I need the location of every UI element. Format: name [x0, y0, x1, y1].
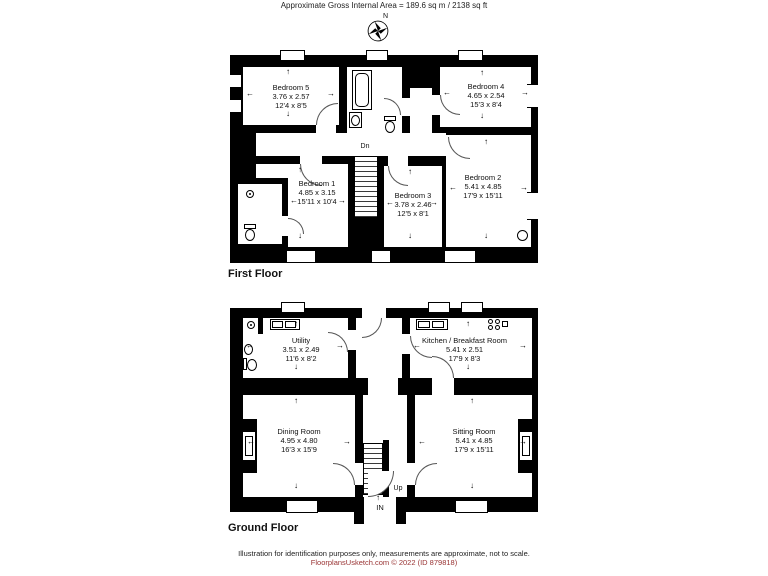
dimension-arrow-up-icon: ↑: [294, 319, 298, 328]
dimension-arrow-left-icon: ←: [418, 437, 426, 446]
window-bay: [458, 50, 483, 61]
dimension-arrow-up-icon: ↑: [294, 396, 298, 405]
room-label-dining: [254, 427, 344, 454]
dimension-arrow-down-icon: ↓: [298, 231, 302, 240]
window-bay: [461, 302, 483, 313]
footer: [0, 549, 768, 567]
gross-area-text: Approximate Gross Internal Area = 189.6 sq m / 2138 sq ft: [280, 1, 488, 10]
hall-connector: [368, 378, 398, 395]
room-dims-metric: 5.41 x 4.85: [464, 182, 502, 191]
door-gap: [348, 330, 356, 350]
dimension-arrow-left-icon: ←: [413, 341, 421, 350]
room-dims-metric: 3.51 x 2.49: [282, 345, 320, 354]
sink-bowl: [432, 321, 444, 328]
dimension-arrow-up-icon: ↑: [480, 68, 484, 77]
hob-control-icon: [502, 321, 508, 327]
dimension-arrow-down-icon: ↓: [484, 231, 488, 240]
porch-wall: [354, 506, 364, 524]
room-name: Bedroom 3: [394, 191, 432, 200]
room-dims-metric: 4.65 x 2.54: [467, 91, 505, 100]
first-floor-title: First Floor: [228, 268, 283, 280]
dimension-arrow-left-icon: ←: [246, 89, 254, 98]
shower-icon: [247, 321, 255, 329]
window-bay: [280, 50, 305, 61]
dimension-arrow-down-icon: ↓: [294, 362, 298, 371]
room-dims-imperial: 16'3 x 15'9: [281, 445, 317, 454]
room-dims-metric: 3.78 x 2.46: [394, 200, 432, 209]
room-name: Bedroom 4: [467, 82, 505, 91]
dimension-arrow-up-icon: ↑: [286, 67, 290, 76]
door-gap: [316, 125, 336, 133]
room-name: Utility: [291, 336, 311, 345]
dimension-arrow-right-icon: →: [520, 183, 528, 192]
room-dims-metric: 3.76 x 2.57: [272, 92, 310, 101]
hob-burner-icon: [495, 319, 500, 324]
dimension-arrow-down-icon: ↓: [466, 362, 470, 371]
dimension-arrow-up-icon: ↑: [466, 319, 470, 328]
disclaimer-text: Illustration for identification purposes only, measurements are approximate, not to scale.: [238, 549, 530, 558]
room-landing-corridor: [410, 88, 432, 133]
sink-bowl: [272, 321, 283, 328]
window-bay: [286, 500, 318, 513]
stairs-up-label: Up: [393, 485, 403, 492]
room-dims-metric: 4.85 x 3.15: [298, 188, 336, 197]
door-gap: [388, 156, 408, 166]
room-dims-imperial: 11'6 x 8'2: [285, 354, 317, 363]
dimension-arrow-left-icon: ←: [443, 88, 451, 97]
hob-burner-icon: [488, 319, 493, 324]
dimension-arrow-left-icon: ←: [290, 196, 298, 205]
room-label-bedroom4: [441, 82, 531, 109]
room-dims-metric: 5.41 x 2.51: [445, 345, 484, 354]
window-bay: [286, 250, 316, 263]
toilet-icon: [245, 229, 255, 241]
window-bay: [455, 500, 488, 513]
room-dims-metric: 5.41 x 4.85: [455, 436, 493, 445]
dimension-arrow-down-icon: ↓: [480, 111, 484, 120]
porch-wall: [396, 506, 406, 524]
room-dims-imperial: 17'9 x 15'11: [463, 191, 503, 200]
dimension-arrow-right-icon: →: [521, 88, 529, 97]
window-bay: [281, 302, 305, 313]
room-dims-imperial: 15'3 x 8'4: [470, 100, 502, 109]
bathtub-inner: [355, 73, 369, 107]
dimension-arrow-right-icon: →: [343, 437, 351, 446]
dimension-arrow-up-icon: ↑: [470, 396, 474, 405]
room-name: Sitting Room: [452, 427, 496, 436]
window: [230, 99, 241, 113]
window-bay: [366, 50, 388, 61]
ground-floor-title: Ground Floor: [228, 522, 299, 534]
room-dims-metric: 4.95 x 4.80: [280, 436, 318, 445]
room-name: Kitchen / Breakfast Room: [421, 336, 508, 345]
room-dims-imperial: 17'9 x 15'11: [454, 445, 494, 454]
shower-icon: [246, 190, 254, 198]
compass-north-label: N: [383, 13, 389, 20]
corner-basin-icon: [517, 230, 528, 241]
dimension-arrow-right-icon: →: [430, 198, 438, 207]
entrance-arrow-icon: ↑: [376, 493, 380, 502]
dimension-arrow-right-icon: →: [327, 89, 335, 98]
toilet-icon: [385, 121, 395, 133]
room-label-bedroom5: [246, 83, 336, 110]
room-name: Bedroom 5: [272, 83, 310, 92]
basin-bowl: [351, 115, 360, 126]
dimension-arrow-right-icon: →: [336, 341, 344, 350]
room-name: Dining Room: [277, 427, 321, 436]
room-label-sitting: [424, 427, 524, 454]
window-bay: [428, 302, 450, 313]
room-dims-imperial: 15'11 x 10'4: [297, 197, 337, 206]
dimension-arrow-right-icon: →: [519, 341, 527, 350]
sink-bowl: [418, 321, 430, 328]
dimension-arrow-up-icon: ↑: [298, 165, 302, 174]
compass-rose-icon: [367, 20, 389, 42]
room-name: Bedroom 1: [298, 179, 336, 188]
door-gap: [300, 156, 322, 164]
stairs-down-label: Dn: [360, 143, 370, 150]
dimension-arrow-right-icon: →: [338, 196, 346, 205]
dimension-arrow-left-icon: ←: [386, 198, 394, 207]
hob-burner-icon: [495, 325, 500, 330]
dimension-arrow-left-icon: ←: [246, 341, 254, 350]
room-label-bedroom1: [272, 179, 362, 206]
door-gap: [402, 98, 410, 116]
dimension-arrow-left-icon: ←: [449, 183, 457, 192]
dimension-arrow-down-icon: ↓: [408, 231, 412, 240]
door-gap: [432, 95, 440, 115]
dimension-arrow-up-icon: ↑: [408, 167, 412, 176]
door-gap: [432, 378, 454, 395]
entrance-label: IN: [376, 503, 384, 512]
door-gap: [362, 308, 386, 318]
window: [230, 74, 241, 88]
room-dims-imperial: 12'4 x 8'5: [275, 101, 307, 110]
room-name: Bedroom 2: [464, 173, 502, 182]
window-bay: [371, 250, 391, 263]
door-gap: [355, 463, 363, 485]
dimension-arrow-left-icon: ←: [247, 437, 255, 446]
dimension-arrow-right-icon: →: [519, 437, 527, 446]
dimension-arrow-down-icon: ↓: [470, 481, 474, 490]
window-bay: [444, 250, 476, 263]
brand-copyright-text: FloorplansUsketch.com © 2022 (ID 879818): [310, 558, 458, 567]
dimension-arrow-down-icon: ↓: [286, 109, 290, 118]
room-dims-imperial: 17'9 x 8'3: [448, 354, 481, 363]
dimension-arrow-down-icon: ↓: [294, 481, 298, 490]
room-label-utility: [256, 336, 346, 363]
room-dims-imperial: 12'5 x 8'1: [397, 209, 429, 218]
window: [527, 192, 538, 220]
porch-floor: [364, 512, 396, 522]
dimension-arrow-up-icon: ↑: [484, 137, 488, 146]
closet-wall: [258, 318, 263, 334]
hob-burner-icon: [488, 325, 493, 330]
door-gap: [407, 463, 415, 485]
